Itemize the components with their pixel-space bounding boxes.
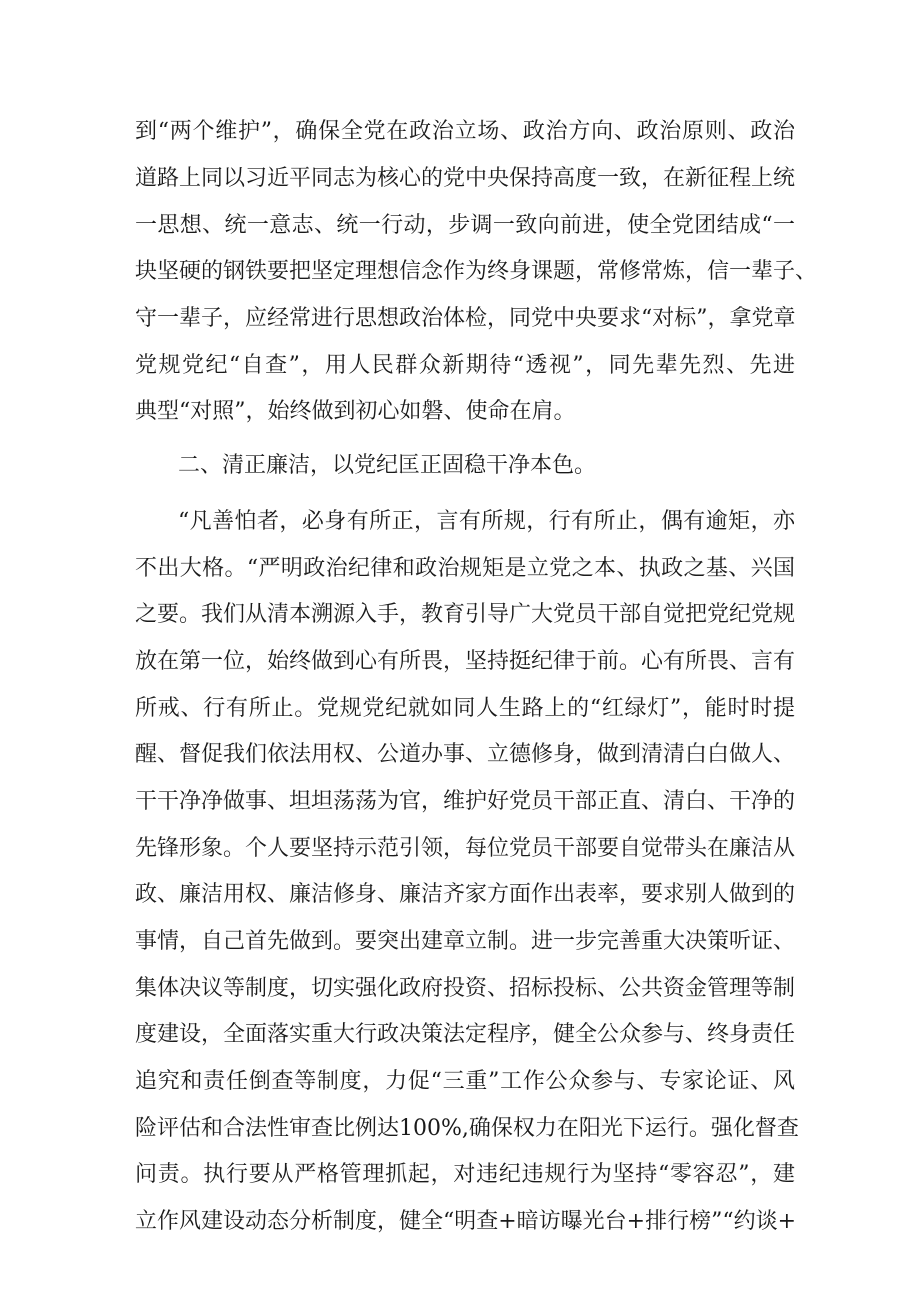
paragraph2-line: “凡善怕者，必身有所正，言有所规，行有所止，偶有逾矩，亦 (178, 509, 795, 534)
paragraph1-line: 到“两个维护”，确保全党在政治立场、政治方向、政治原则、政治 (135, 119, 795, 144)
paragraph2-line: 所戒、行有所止。党规党纪就如同人生路上的“红绿灯”，能时时提 (135, 696, 795, 721)
paragraph2-line: 不出大格。“严明政治纪律和政治规矩是立党之本、执政之基、兴国 (135, 556, 795, 581)
paragraph2-line: 干干净净做事、坦坦荡荡为官，维护好党员干部正直、清白、干净的 (135, 789, 796, 814)
paragraph1-line: 典型“对照”，始终做到初心如磐、使命在肩。 (135, 399, 576, 424)
paragraph2-line: 度建设，全面落实重大行政决策法定程序，健全公众参与、终身责任 (135, 1022, 796, 1047)
paragraph1-line: 一思想、统一意志、统一行动，步调一致向前进，使全党团结成“一 (135, 213, 795, 238)
paragraph2-line: 之要。我们从清本溯源入手，教育引导广大党员干部自觉把党纪党规 (135, 602, 796, 627)
paragraph1-line: 道路上同以习近平同志为核心的党中央保持高度一致，在新征程上统 (135, 166, 796, 191)
paragraph2-line: 政、廉洁用权、廉洁修身、廉洁齐家方面作出表率，要求别人做到的 (135, 882, 796, 907)
paragraph2-line: 醒、督促我们依法用权、公道办事、立德修身，做到清清白白做人、 (135, 742, 796, 767)
paragraph2-line: 追究和责任倒查等制度，力促“三重”工作公众参与、专家论证、风 (135, 1069, 795, 1094)
section-heading: 二、清正廉洁，以党纪匡正固稳干净本色。 (178, 453, 597, 478)
paragraph1-line: 守一辈子，应经常进行思想政治体检，同党中央要求“对标”，拿党章 (135, 306, 796, 331)
paragraph2-line: 问责。执行要从严格管理抓起，对违纪违规行为坚持“零容忍”，建 (135, 1162, 795, 1187)
paragraph2-line: 先锋形象。个人要坚持示范引领，每位党员干部要自觉带头在廉洁从 (135, 836, 796, 861)
paragraph1-line: 党规党纪“自查”，用人民群众新期待“透视”，同先辈先烈、先进 (135, 353, 795, 378)
paragraph2-line: 集体决议等制度，切实强化政府投资、招标投标、公共资金管理等制 (135, 976, 796, 1001)
paragraph1-line: 块坚硬的钢铁要把坚定理想信念作为终身课题，常修常炼，信一辈子、 (135, 259, 818, 284)
paragraph2-line: 事情，自己首先做到。要突出建章立制。进一步完善重大决策听证、 (135, 929, 796, 954)
paragraph2-line: 放在第一位，始终做到心有所畏，坚持挺纪律于前。心有所畏、言有 (135, 649, 796, 674)
paragraph2-line: 立作风建设动态分析制度，健全“明查+暗访曝光台+排行榜”“约谈+ (135, 1209, 797, 1234)
paragraph2-line: 险评估和合法性审查比例达100%,确保权力在阳光下运行。强化督查 (135, 1116, 799, 1141)
